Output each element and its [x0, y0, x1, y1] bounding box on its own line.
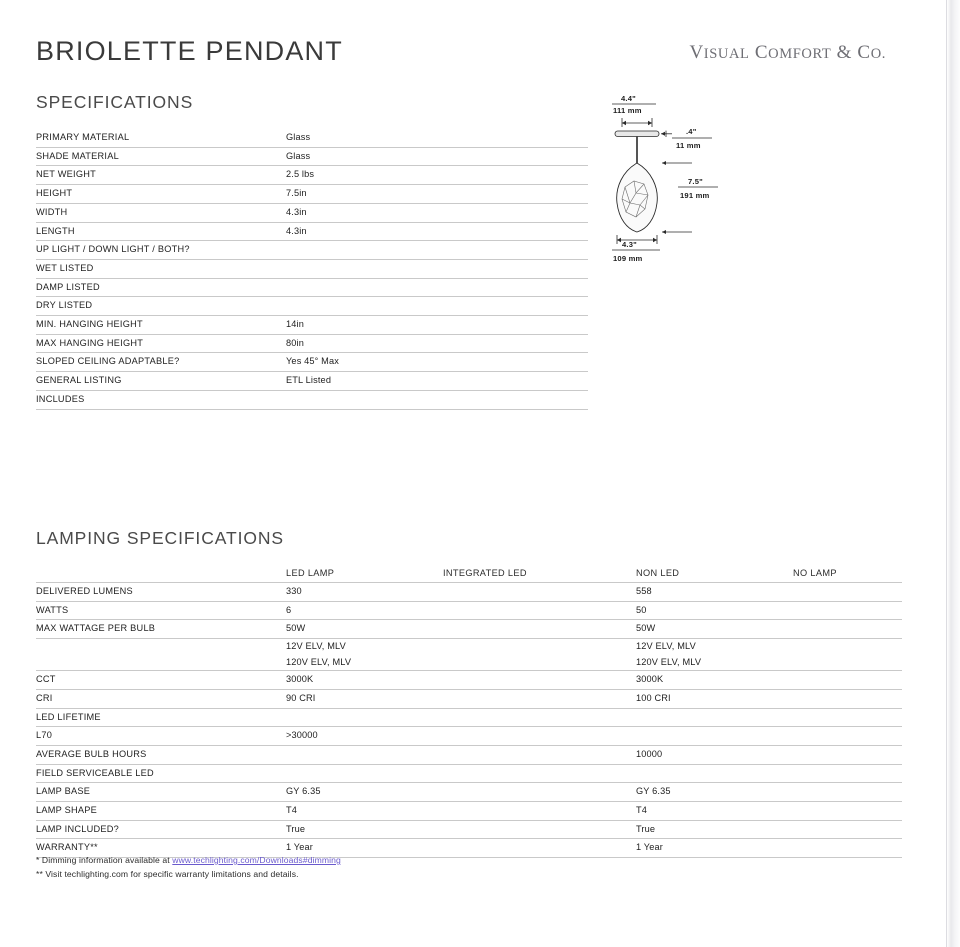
spec-value: 4.3in: [286, 203, 588, 222]
spec-label: LENGTH: [36, 222, 286, 241]
lamping-value-no-lamp: [793, 708, 902, 727]
lamping-value-non-led: [636, 764, 793, 783]
spec-label: DRY LISTED: [36, 297, 286, 316]
spec-value: Glass: [286, 129, 588, 147]
spec-label: NET WEIGHT: [36, 166, 286, 185]
dim-canopy-thickness-in: .4": [686, 127, 697, 136]
spec-label: INCLUDES: [36, 390, 286, 409]
spec-value: [286, 241, 588, 260]
lamping-value-led-lamp: T4: [286, 802, 443, 821]
spec-value: 80in: [286, 334, 588, 353]
lamping-value-no-lamp: [793, 764, 902, 783]
lamping-value-non-led: 558: [636, 583, 793, 602]
table-row: [36, 708, 902, 727]
table-row: [36, 671, 902, 690]
footnote-warranty: ** Visit techlighting.com for specific warranty limitations and details.: [36, 868, 299, 879]
dimension-diagram-svg: [600, 85, 730, 275]
brand-logo-c2: C: [857, 42, 871, 63]
dimming-line-1: 12V ELV, MLV: [286, 641, 346, 652]
dim-shade-width-mm: 109 mm: [613, 254, 643, 263]
lamping-label: AVERAGE BULB HOURS: [36, 745, 286, 764]
dim-shade-height-in: 7.5": [688, 177, 703, 186]
table-row: [36, 820, 902, 839]
table-row: [36, 316, 588, 335]
lamping-table-head: [36, 565, 902, 583]
dimming-line-1: 12V ELV, MLV: [636, 641, 696, 652]
lamping-value-non-led: 3000K: [636, 671, 793, 690]
table-row: [36, 601, 902, 620]
lamping-label: FIELD SERVICEABLE LED: [36, 764, 286, 783]
table-row: [36, 278, 588, 297]
lamping-label: WARRANTY**: [36, 839, 286, 858]
table-row: [36, 783, 902, 802]
lamping-value-integrated-led: [443, 727, 636, 746]
lamping-value-integrated-led: [443, 583, 636, 602]
lamping-label: LAMP SHAPE: [36, 802, 286, 821]
lamping-table-body: [36, 583, 902, 858]
brand-logo: [689, 42, 886, 64]
lamping-value-led-lamp: 50W: [286, 620, 443, 639]
lamping-label: LAMP BASE: [36, 783, 286, 802]
lamping-value-non-led: [636, 727, 793, 746]
lamping-value-no-lamp: [793, 820, 902, 839]
lamping-label: CCT: [36, 671, 286, 690]
spec-label: DAMP LISTED: [36, 278, 286, 297]
spec-label: MIN. HANGING HEIGHT: [36, 316, 286, 335]
lamping-value-no-lamp: [793, 783, 902, 802]
lamping-value-integrated-led: [443, 601, 636, 620]
lamping-value-integrated-led: [443, 783, 636, 802]
lamping-value-non-led: 50: [636, 601, 793, 620]
table-row: [36, 222, 588, 241]
spec-label: SLOPED CEILING ADAPTABLE?: [36, 353, 286, 372]
lamping-value-non-led: T4: [636, 802, 793, 821]
lamping-value-integrated-led: [443, 671, 636, 690]
page-edge-divider: [946, 0, 947, 947]
table-row: [36, 639, 902, 671]
lamping-value-no-lamp: [793, 601, 902, 620]
table-row: [36, 129, 588, 147]
spec-label: MAX HANGING HEIGHT: [36, 334, 286, 353]
lamping-value-no-lamp: [793, 689, 902, 708]
lamping-value-non-led: 1 Year: [636, 839, 793, 858]
lamping-value-no-lamp: [793, 802, 902, 821]
spec-label: WET LISTED: [36, 259, 286, 278]
table-row: [36, 297, 588, 316]
lamping-value-led-lamp: GY 6.35: [286, 783, 443, 802]
lamping-value-led-lamp: 6: [286, 601, 443, 620]
table-row: [36, 166, 588, 185]
brand-logo-o: O.: [870, 46, 886, 62]
lamping-label: WATTS: [36, 601, 286, 620]
table-row: [36, 353, 588, 372]
dim-shade-width-in: 4.3": [622, 240, 637, 249]
brand-logo-v: V: [689, 42, 704, 63]
lamping-value-no-lamp: [793, 727, 902, 746]
lamping-table: [36, 565, 902, 858]
brand-logo-omfort: OMFORT: [768, 46, 832, 62]
spec-value: [286, 259, 588, 278]
footnotes: [36, 854, 341, 881]
lamping-value-led-lamp: [286, 764, 443, 783]
table-row: [36, 241, 588, 260]
spec-label: WIDTH: [36, 203, 286, 222]
spec-value: [286, 278, 588, 297]
lamping-value-non-led: GY 6.35: [636, 783, 793, 802]
lamping-value-led-lamp: [286, 639, 443, 671]
spec-label: HEIGHT: [36, 185, 286, 204]
lamping-value-no-lamp: [793, 639, 902, 671]
lamping-label: L70: [36, 727, 286, 746]
spec-value: 4.3in: [286, 222, 588, 241]
specifications-table-body: [36, 129, 588, 409]
lamping-value-integrated-led: [443, 802, 636, 821]
spec-value: 2.5 lbs: [286, 166, 588, 185]
lamping-value-led-lamp: [286, 745, 443, 764]
lamping-value-no-lamp: [793, 671, 902, 690]
spec-value: Yes 45° Max: [286, 353, 588, 372]
table-row: [36, 185, 588, 204]
lamping-value-integrated-led: [443, 620, 636, 639]
footnote-dimming: [36, 854, 341, 868]
table-row: [36, 583, 902, 602]
lamping-value-integrated-led: [443, 745, 636, 764]
lamping-header-row: [36, 565, 902, 583]
spec-label: GENERAL LISTING: [36, 372, 286, 391]
dimension-diagram: [600, 85, 730, 275]
brand-logo-c1: C: [754, 42, 769, 63]
dimming-info-link[interactable]: www.techlighting.com/Downloads#dimming: [172, 855, 341, 865]
lamping-value-led-lamp: 330: [286, 583, 443, 602]
lamping-value-led-lamp: 3000K: [286, 671, 443, 690]
table-row: [36, 620, 902, 639]
dim-canopy-thickness-mm: 11 mm: [676, 141, 701, 150]
dim-shade-height-mm: 191 mm: [680, 191, 710, 200]
page-title: BRIOLETTE PENDANT: [36, 36, 343, 66]
lamping-column-header: NO LAMP: [793, 568, 837, 578]
spec-value: [286, 297, 588, 316]
spec-label: PRIMARY MATERIAL: [36, 129, 286, 147]
lamping-label: CRI: [36, 689, 286, 708]
dimming-line-2: 120V ELV, MLV: [286, 656, 352, 667]
page-edge-shadow: [940, 0, 960, 947]
lamping-value-no-lamp: [793, 583, 902, 602]
specifications-heading: SPECIFICATIONS: [36, 92, 194, 112]
lamping-value-integrated-led: [443, 764, 636, 783]
table-row: [36, 334, 588, 353]
lamping-label: DELIVERED LUMENS: [36, 583, 286, 602]
lamping-value-integrated-led: [443, 708, 636, 727]
spec-label: UP LIGHT / DOWN LIGHT / BOTH?: [36, 241, 286, 260]
lamping-value-led-lamp: 1 Year: [286, 839, 443, 858]
spec-value: 7.5in: [286, 185, 588, 204]
lamping-value-non-led: [636, 639, 793, 671]
lamping-value-integrated-led: [443, 639, 636, 671]
lamping-label: LED LIFETIME: [36, 708, 286, 727]
lamping-value-non-led: True: [636, 820, 793, 839]
lamping-column-header: LED LAMP: [286, 568, 335, 578]
table-row: [36, 764, 902, 783]
lamping-value-integrated-led: [443, 839, 636, 858]
spec-value: [286, 390, 588, 409]
spec-value: 14in: [286, 316, 588, 335]
lamping-heading: LAMPING SPECIFICATIONS: [36, 528, 284, 548]
table-row: [36, 802, 902, 821]
spec-value: Glass: [286, 147, 588, 166]
lamping-value-non-led: [636, 708, 793, 727]
table-row: [36, 372, 588, 391]
table-row: [36, 390, 588, 409]
lamping-value-led-lamp: 90 CRI: [286, 689, 443, 708]
lamping-value-integrated-led: [443, 820, 636, 839]
lamping-label: MAX WATTAGE PER BULB: [36, 620, 286, 639]
specifications-table: [36, 129, 588, 410]
lamping-value-integrated-led: [443, 689, 636, 708]
lamping-value-no-lamp: [793, 745, 902, 764]
table-row: [36, 745, 902, 764]
dim-canopy-width-in: 4.4": [621, 94, 636, 103]
lamping-label: [36, 639, 286, 671]
brand-logo-amp: &: [836, 42, 853, 63]
lamping-value-led-lamp: >30000: [286, 727, 443, 746]
table-row: [36, 727, 902, 746]
lamping-column-header: [36, 565, 286, 583]
table-row: [36, 689, 902, 708]
spec-label: SHADE MATERIAL: [36, 147, 286, 166]
lamping-value-no-lamp: [793, 839, 902, 858]
lamping-column-header: INTEGRATED LED: [443, 568, 527, 578]
dimming-line-2: 120V ELV, MLV: [636, 656, 702, 667]
dim-canopy-width-mm: 111 mm: [613, 106, 642, 115]
table-row: [36, 203, 588, 222]
brand-logo-isual: ISUAL: [703, 46, 750, 62]
lamping-value-non-led: 50W: [636, 620, 793, 639]
lamping-label: LAMP INCLUDED?: [36, 820, 286, 839]
lamping-value-non-led: 10000: [636, 745, 793, 764]
table-row: [36, 259, 588, 278]
lamping-value-no-lamp: [793, 620, 902, 639]
lamping-value-led-lamp: True: [286, 820, 443, 839]
lamping-value-non-led: 100 CRI: [636, 689, 793, 708]
spec-value: ETL Listed: [286, 372, 588, 391]
lamping-column-header: NON LED: [636, 568, 680, 578]
table-row: [36, 147, 588, 166]
footnote-dimming-text: * Dimming information available at: [36, 855, 173, 865]
lamping-value-led-lamp: [286, 708, 443, 727]
